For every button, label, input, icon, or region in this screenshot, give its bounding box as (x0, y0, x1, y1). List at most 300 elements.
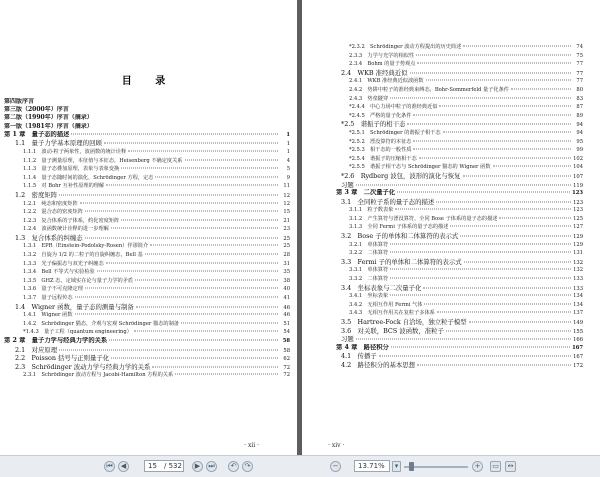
toc-entry[interactable] (336, 146, 583, 155)
toc-entry-text: 2.2 Poisson 括号与正则量子化 (15, 354, 110, 363)
toc-entry-text: 第一版（1981年）序言（摘录） (4, 122, 93, 130)
toc-entry[interactable] (4, 225, 290, 234)
toc-entry-text: 2.3.4 Bohm 的量子势观点 (349, 61, 416, 68)
toc-entry-text: 2.4 WKB 准经典近似 (341, 68, 408, 77)
toc-entry-page: 28 (283, 252, 290, 259)
toc-entry[interactable] (4, 303, 290, 312)
toc-entry-page: 99 (576, 147, 583, 154)
toc-leader-dots (134, 331, 278, 332)
toc-entry-page: 167 (572, 344, 583, 351)
toc-entry-text: 3.3.1 单体算符 (349, 267, 389, 274)
toc-entry[interactable] (4, 217, 290, 226)
left-page-number: · xii · (244, 442, 259, 449)
toc-leader-dots (450, 226, 571, 227)
toc-entry[interactable] (4, 371, 290, 380)
toc-entry-text: 1.3 复合体系的纠缠态 (15, 233, 83, 242)
toc-leader-dots (391, 346, 570, 347)
toc-leader-dots (111, 228, 278, 229)
toc-entry-page: 123 (573, 207, 583, 214)
toc-leader-dots (59, 194, 278, 195)
toc-entry-page: 12 (283, 192, 290, 199)
contents-title: 目 录 (121, 76, 176, 87)
toc-entry-page: 87 (576, 104, 583, 111)
toc-leader-dots (417, 364, 571, 365)
toc-entry-page: 12 (283, 200, 290, 207)
toc-entry-text: 3.1.2 产生算符与湮没算符，全同 Bose 子体系的量子态的描述 (349, 215, 498, 222)
toc-leader-dots (59, 349, 278, 350)
toc-entry-page: 123 (572, 190, 583, 197)
toc-entry[interactable] (4, 123, 290, 131)
toc-entry[interactable] (336, 103, 583, 112)
toc-entry-text: 1.2 密度矩阵 (15, 190, 58, 199)
toc-leader-dots (499, 217, 571, 218)
toc-entry-page: 58 (282, 338, 290, 344)
toc-entry-text: 第四版序言 (4, 98, 35, 105)
toc-entry-text: 1.1.5 对 Bohr 互补性原理的理解 (23, 183, 105, 190)
toc-entry[interactable] (4, 260, 290, 269)
toc-leader-dots (152, 366, 278, 367)
toc-entry-page: 15 (283, 209, 290, 216)
toc-entry-text: 3.4.2 无相互作用 Fermi 气体 (349, 301, 423, 308)
toc-leader-dots (463, 175, 572, 176)
toc-entry-text: 2.4.1 WKB 准经典近似波函数 (349, 78, 424, 85)
toc-entry-page: 35 (283, 269, 290, 276)
toc-leader-dots (469, 322, 571, 323)
toc-entry-text: 3.4.3 无相互作用关在复粒子多体系 (349, 310, 435, 317)
toc-entry-page: 58 (283, 347, 290, 354)
toc-entry[interactable] (4, 98, 290, 106)
toc-entry-page: 40 (283, 286, 290, 293)
fit-page-icon[interactable]: ▭ (490, 461, 501, 472)
toc-entry[interactable] (336, 77, 583, 86)
toc-leader-dots (424, 303, 571, 304)
toc-entry-page: 75 (576, 52, 583, 59)
toc-entry[interactable] (336, 344, 583, 353)
toc-entry-page: 62 (283, 356, 290, 363)
toc-entry[interactable] (336, 309, 583, 318)
toc-entry[interactable] (336, 69, 583, 78)
next-page-icon[interactable]: ▶ (192, 461, 203, 472)
toc-entry[interactable] (336, 292, 583, 301)
toc-entry-text: 1.3.4 Bell 不等式与实验检验 (23, 269, 95, 276)
toc-entry-text: 3.4 坐标表象与二次量子化 (341, 283, 422, 292)
toc-leader-dots (356, 184, 571, 185)
toc-entry[interactable] (336, 241, 583, 250)
toc-leader-dots (121, 219, 278, 220)
toc-entry-page: 155 (573, 328, 583, 335)
toc-entry-text: 1.1 量子力学基本原理的回顾 (15, 139, 102, 148)
toc-entry[interactable] (336, 52, 583, 61)
toc-leader-dots (75, 297, 278, 298)
toc-entry[interactable] (336, 361, 583, 370)
toc-entry[interactable] (336, 112, 583, 121)
toc-entry-page: 102 (573, 155, 583, 162)
toc-entry-text: 3.3 Fermi 子的单体和二体算符的表示式 (341, 257, 462, 266)
toc-entry-page: 89 (576, 112, 583, 119)
toc-leader-dots (463, 46, 571, 47)
toc-leader-dots (175, 374, 278, 375)
toc-entry-page: 74 (576, 44, 583, 50)
toc-entry-text: 习题 (341, 180, 354, 189)
toc-leader-dots (135, 279, 278, 280)
toc-leader-dots (150, 245, 278, 246)
toc-entry-text: 第 2 章 量子力学与经典力学的关系 (4, 337, 108, 344)
fit-width-icon[interactable]: ↔ (505, 461, 516, 472)
toc-entry[interactable] (336, 155, 583, 164)
toc-leader-dots (106, 262, 278, 263)
toc-entry[interactable] (336, 249, 583, 258)
toc-entry[interactable] (336, 138, 583, 147)
toc-leader-dots (493, 166, 571, 167)
toc-entry-page: 123 (573, 199, 583, 206)
toc-entry-page: 46 (283, 312, 290, 319)
toc-entry-text: 1.3.1 EPR（Einstein-Podolsky-Rosen）佯谬简介 (23, 243, 149, 250)
toc-leader-dots (423, 287, 571, 288)
toc-leader-dots (511, 88, 571, 89)
toc-entry-page: 11 (283, 183, 290, 190)
toc-entry-page: 1 (286, 131, 290, 138)
toc-entry[interactable] (336, 181, 583, 190)
zoom-input[interactable] (354, 460, 390, 472)
toc-entry[interactable] (336, 275, 583, 284)
toc-entry-page: 137 (573, 310, 583, 317)
toc-entry[interactable] (336, 223, 583, 232)
toc-leader-dots (413, 114, 571, 115)
toc-leader-dots (104, 143, 278, 144)
toc-leader-dots (75, 314, 278, 315)
toc-leader-dots (71, 133, 278, 134)
toc-entry-page: 125 (573, 215, 583, 222)
toc-entry-text: 3.1.3 全同 Fermi 子体系的量子态的描述 (349, 224, 449, 231)
toc-entry[interactable] (4, 337, 290, 346)
toc-entry-page: 104 (573, 164, 583, 171)
right-toc (336, 43, 583, 370)
toc-entry-text: 2.1 对应原理 (15, 345, 58, 354)
toc-entry-text: 3.1.1 粒子数表象 (349, 207, 394, 214)
toc-leader-dots (390, 269, 571, 270)
toc-entry-text: 2.4.3 势垒隧穿 (349, 95, 389, 102)
toc-leader-dots (356, 339, 571, 340)
toc-leader-dots (439, 106, 571, 107)
toc-entry[interactable] (336, 335, 583, 344)
toc-leader-dots (97, 271, 278, 272)
toc-entry-page: 77 (576, 61, 583, 68)
toc-entry[interactable] (4, 242, 290, 251)
right-document-page (302, 0, 600, 455)
toc-leader-dots (390, 278, 571, 279)
toc-entry-text: *2.5.1 Schrödinger 的谐振子相干态 (349, 129, 441, 136)
toc-entry[interactable] (336, 86, 583, 95)
toc-entry-text: 第 3 章 二次量子化 (336, 189, 396, 197)
toc-entry-page: 94 (576, 122, 583, 129)
toc-entry[interactable] (4, 131, 290, 140)
toc-entry-page: 132 (573, 267, 583, 274)
toc-entry-page: 77 (576, 78, 583, 85)
toc-leader-dots (410, 72, 571, 73)
toc-entry-text: 1.4 Wigner 函数，量子态的测量与制备 (15, 302, 134, 311)
toc-entry[interactable] (4, 200, 290, 209)
toc-entry-page: 134 (573, 301, 583, 308)
toc-entry[interactable] (4, 346, 290, 355)
toc-entry-text: 2.3.3 力学与光学的相似性 (349, 52, 415, 59)
toc-entry[interactable] (336, 232, 583, 241)
toc-leader-dots (407, 124, 571, 125)
toc-entry-text: *2.5.3 相干态的一般性质 (349, 147, 412, 154)
toc-entry-text: 3.6 对关联，BCS 波函数，准粒子 (341, 326, 444, 335)
toc-entry-text: 习题 (341, 335, 354, 344)
toc-entry[interactable] (4, 251, 290, 260)
toc-entry-page: 119 (573, 182, 583, 189)
zoom-in-icon[interactable]: + (472, 461, 483, 472)
toc-entry[interactable] (4, 363, 290, 372)
toc-entry[interactable] (4, 311, 290, 320)
toc-leader-dots (145, 254, 278, 255)
toc-entry-text: 第二版（1990年）序言（摘录） (4, 114, 93, 122)
toc-entry-text: 1.3.5 GHZ 态，定域实在论与量子力学的矛盾 (23, 277, 134, 284)
toc-entry[interactable] (4, 208, 290, 217)
toc-leader-dots (436, 201, 571, 202)
toc-entry-text: 第 1 章 量子态的描述 (4, 130, 70, 138)
toc-entry-page: 134 (573, 293, 583, 300)
toc-leader-dots (413, 140, 571, 141)
toc-entry[interactable] (4, 191, 290, 200)
zoom-value: 13.71% (358, 462, 385, 470)
toc-entry-page: 41 (283, 295, 290, 302)
toc-leader-dots (85, 211, 278, 212)
toc-entry-text: 2.4.2 势阱中粒子的准经典束缚态，Bohr-Sommerfeld 量子化条件 (349, 86, 509, 93)
toc-entry-page: 72 (283, 364, 290, 371)
toc-entry-page: 72 (283, 372, 290, 379)
toc-entry-text: 4.2 路径积分的基本思想 (341, 360, 416, 369)
toc-entry-text: 1.2.2 混合态的密度矩阵 (23, 209, 83, 216)
toc-entry[interactable] (336, 129, 583, 138)
toc-entry-page: 46 (283, 304, 290, 311)
toc-leader-dots (85, 237, 278, 238)
toc-entry[interactable] (4, 148, 290, 157)
toc-entry[interactable] (336, 206, 583, 215)
toc-leader-dots (390, 295, 571, 296)
toc-entry-text: 3.5 Hartree-Fock 自洽场，独立粒子模型 (341, 318, 467, 326)
toc-entry[interactable] (4, 157, 290, 166)
toc-entry-text: 2.3 Schrödinger 波动力学与经典力学的关系 (15, 362, 151, 371)
toc-leader-dots (128, 150, 278, 151)
page-number-value: 15 (148, 462, 157, 470)
toc-leader-dots (85, 288, 278, 289)
toc-leader-dots (464, 261, 571, 262)
toc-entry-page: 166 (573, 337, 583, 344)
toc-entry-text: 1.4.1 Wigner 函数 (23, 312, 73, 319)
toc-entry-text: *2.5.5 谐振子相干态与 Schrödinger 猫态的 Wigner 函数 (349, 164, 491, 171)
forward-icon[interactable]: ↷ (242, 461, 253, 472)
toc-entry-text: 1.3.7 量子远程传态 (23, 295, 73, 302)
toc-leader-dots (80, 202, 278, 203)
toc-entry[interactable] (336, 284, 583, 293)
toc-leader-dots (443, 131, 571, 132)
toc-entry[interactable] (4, 182, 290, 191)
toc-entry[interactable] (336, 327, 583, 336)
right-page-number: · xiv · (328, 442, 345, 449)
last-page-icon[interactable]: ⏭ (206, 461, 217, 472)
page-total: / 532 (164, 462, 182, 470)
toc-leader-dots (417, 63, 571, 64)
toc-entry-page: 5 (286, 166, 290, 173)
toc-entry[interactable] (336, 43, 583, 52)
toc-entry[interactable] (4, 174, 290, 183)
toc-entry-page: 1 (286, 141, 290, 148)
toc-entry-text: 1.3.3 光子偏振态与双光子纠缠态 (23, 260, 104, 267)
toc-leader-dots (121, 168, 278, 169)
toc-entry-page: 25 (283, 235, 290, 242)
toc-entry-page: 80 (576, 86, 583, 93)
toc-entry-text: *1.4.3 量子工程（quantum engineering） (23, 329, 132, 336)
toc-entry[interactable] (4, 106, 290, 114)
toc-entry-text: 4.1 传播子 (341, 352, 377, 361)
toc-leader-dots (155, 176, 278, 177)
toc-entry[interactable] (336, 301, 583, 310)
toc-entry-page: 1 (286, 148, 290, 155)
toc-entry-text: 1.1.2 量子测量原理，本征值与本征态，Heisenberg 不确定度关系 (23, 157, 183, 164)
toc-entry-text: *2.3.2 Schrödinger 波动方程提出的历史简述 (349, 44, 462, 50)
toc-entry-text: *2.4.5 严格的量子化条件 (349, 112, 412, 119)
toc-entry[interactable] (336, 215, 583, 224)
toc-entry-page: 133 (573, 276, 583, 283)
toc-entry-page: 83 (576, 95, 583, 102)
toc-entry-text: *2.5 谐振子的相干态 (341, 120, 406, 129)
toc-entry[interactable] (336, 163, 583, 172)
toc-leader-dots (390, 252, 571, 253)
toc-entry[interactable] (4, 294, 290, 303)
toc-entry-page: 54 (283, 329, 290, 336)
toc-leader-dots (181, 322, 278, 323)
toc-entry-text: 2.3.1 Schrödinger 波动方程与 Jacobi-Hamilton 方程的关系 (23, 372, 174, 379)
toc-entry[interactable] (4, 139, 290, 148)
first-page-icon[interactable]: ⏮ (104, 461, 115, 472)
toc-entry-page: 129 (573, 234, 583, 241)
toc-entry[interactable] (4, 328, 290, 337)
toc-entry-page: 21 (283, 217, 290, 224)
toc-entry[interactable] (336, 266, 583, 275)
left-document-page (0, 0, 297, 455)
toc-entry[interactable] (4, 277, 290, 286)
toc-entry-text: 1.1.1 波动-粒子两象性，波函数的统计诠释 (23, 148, 127, 155)
toc-entry-page: 172 (573, 362, 583, 369)
toc-entry-page: 131 (573, 250, 583, 257)
toc-entry-text: 1.3.6 量子不可克隆定理 (23, 286, 83, 293)
toc-entry[interactable] (336, 198, 583, 207)
toc-entry-page: 149 (573, 320, 583, 326)
toc-entry[interactable] (336, 189, 583, 198)
toc-entry-text: 3.4.1 坐标表象 (349, 293, 389, 300)
zoom-dropdown-icon[interactable]: ▾ (392, 461, 401, 472)
zoom-slider-thumb[interactable] (409, 462, 414, 471)
toc-entry[interactable] (336, 120, 583, 129)
toc-entry-text: *2.6 Rydberg 波包，波形的演化与恢复 (341, 171, 461, 180)
toc-entry-page: 9 (286, 174, 290, 181)
toc-entry[interactable] (4, 354, 290, 363)
toc-entry[interactable] (336, 95, 583, 104)
back-icon[interactable]: ↶ (228, 461, 239, 472)
toc-leader-dots (426, 80, 571, 81)
toc-leader-dots (390, 243, 571, 244)
toc-entry[interactable] (4, 234, 290, 243)
toc-entry[interactable] (336, 318, 583, 327)
viewer-toolbar (0, 455, 600, 477)
toc-entry-page: 94 (576, 129, 583, 136)
toc-entry-text: 1.1.4 量子态随时间的演化，Schrödinger 方程，定态 (23, 174, 154, 181)
toc-entry-page: 77 (576, 70, 583, 77)
toc-entry[interactable] (4, 320, 290, 329)
prev-page-icon[interactable]: ◀ (118, 461, 129, 472)
toc-leader-dots (390, 97, 571, 98)
toc-entry-page: 129 (573, 241, 583, 248)
toc-entry[interactable] (336, 60, 583, 69)
toc-entry-text: *2.5.4 谐振子的压缩相干态 (349, 155, 417, 162)
toc-entry-page: 132 (573, 259, 583, 266)
toc-leader-dots (111, 358, 278, 359)
toc-entry-page: 133 (573, 285, 583, 292)
toc-entry-page: 23 (283, 226, 290, 233)
toc-leader-dots (413, 149, 571, 150)
toc-leader-dots (185, 159, 279, 160)
toc-entry[interactable] (4, 268, 290, 277)
toc-entry-page: 107 (573, 173, 583, 180)
toc-leader-dots (106, 185, 278, 186)
toc-entry-text: *2.4.4 中心力场中粒子的准经典近似 (349, 104, 438, 111)
toc-entry-text: 3.1 全同粒子系的量子态的描述 (341, 197, 435, 206)
toc-leader-dots (379, 356, 571, 357)
toc-entry-text: 3.2.1 单体算符 (349, 241, 389, 248)
toc-leader-dots (446, 330, 571, 331)
toc-entry-text: 第三版（2000年）序言 (4, 106, 69, 114)
toc-entry-text: 1.2.1 纯态和密度矩阵 (23, 200, 78, 207)
toc-entry-page: 25 (283, 243, 290, 250)
toc-entry-page: 38 (283, 277, 290, 284)
toc-entry[interactable] (4, 114, 290, 122)
toc-entry[interactable] (336, 172, 583, 181)
toc-entry-page: 51 (283, 320, 290, 327)
toc-entry-text: 1.1.3 量子态叠加原理，表象与表象变换 (23, 166, 120, 173)
toc-leader-dots (136, 306, 278, 307)
toc-leader-dots (416, 54, 571, 55)
toc-entry-text: 第 4 章 路径积分 (336, 343, 389, 351)
toc-leader-dots (395, 209, 571, 210)
toc-entry-text: 3.2.2 二体算符 (349, 250, 389, 257)
left-toc (4, 98, 290, 380)
toc-entry[interactable] (4, 285, 290, 294)
toc-entry-page: 4 (286, 157, 290, 164)
toc-entry-text: *2.5.2 湮没算符的本征态 (349, 138, 412, 145)
toc-entry-text: 3.3.2 二体算符 (349, 276, 389, 283)
toc-leader-dots (460, 236, 571, 237)
toc-entry-page: 127 (573, 224, 583, 231)
toc-entry[interactable] (336, 352, 583, 361)
toc-entry-text: 1.4.2 Schrödinger 猫态，介观与宏观 Schrödinger 猫态的制备 (23, 320, 179, 327)
toc-entry-text: 1.2.4 波函数统计诠释的进一步理解 (23, 226, 109, 233)
toc-entry-text: 1.3.2 自旋为 1/2 的二粒子的自旋纠缠态，Bell 基 (23, 252, 143, 259)
toc-leader-dots (109, 340, 278, 341)
toc-entry[interactable] (336, 258, 583, 267)
toc-leader-dots (419, 157, 571, 158)
toc-entry-text: 3.2 Bose 子的单体和二体算符的表示式 (341, 232, 459, 241)
toc-entry-page: 31 (283, 260, 290, 267)
toc-entry-page: 95 (576, 138, 583, 145)
toc-entry-text: 1.2.3 复合体系的子体系，约化密度矩阵 (23, 217, 120, 224)
toc-entry-page: 167 (573, 354, 583, 361)
toc-leader-dots (397, 192, 570, 193)
toc-leader-dots (437, 312, 571, 313)
zoom-out-icon[interactable]: − (330, 461, 341, 472)
toc-entry[interactable] (4, 165, 290, 174)
